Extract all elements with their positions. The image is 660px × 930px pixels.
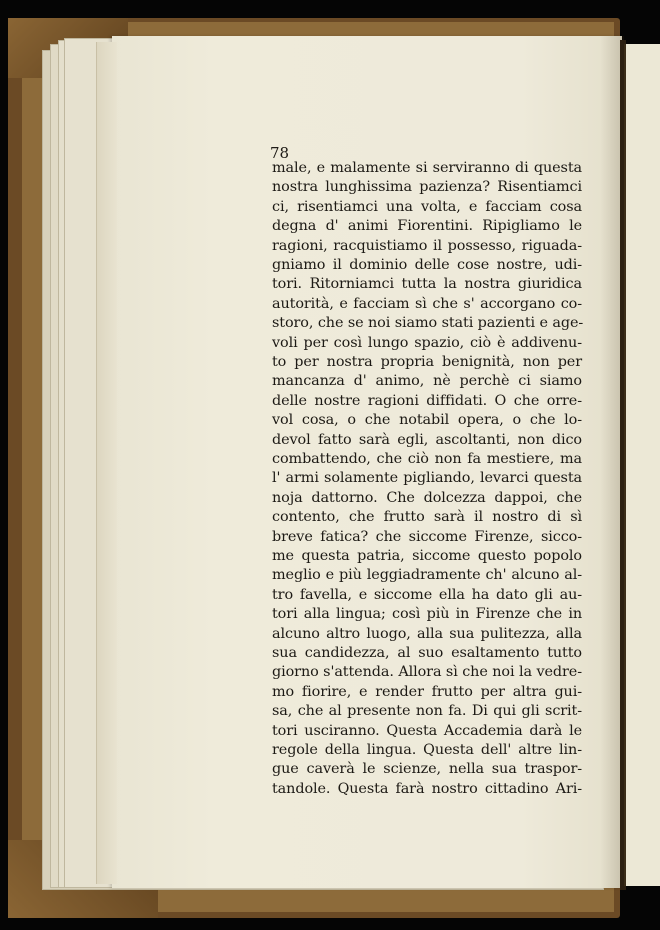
text-line: degna d' animi Fiorentini. Ripigliamo le <box>272 218 582 235</box>
text-line: gniamo il dominio delle cose nostre, udi- <box>272 257 582 273</box>
text-line: me questa patria, siccome questo popolo <box>272 548 582 564</box>
text-line: giorno s'attenda. Allora sì che noi la vedre- <box>272 664 582 681</box>
facing-page-edge <box>624 44 660 886</box>
text-line: autorità, e facciam sì che s' accorgano co- <box>272 295 582 312</box>
text-line: tori alla lingua; così più in Firenze che in <box>272 606 582 623</box>
text-line: male, e malamente si serviranno di questa <box>272 160 582 176</box>
text-line: to per nostra propria benignità, non per <box>272 354 582 370</box>
text-line: delle nostre ragioni diffidati. O che orre- <box>272 392 582 409</box>
text-line: l' armi solamente pigliando, levarci questa <box>272 470 582 487</box>
text-line: mancanza d' animo, nè perchè ci siamo <box>272 373 582 390</box>
text-line: storo, che se noi siamo stati pazienti e age- <box>272 315 584 332</box>
text-line: tandole. Questa farà nostro cittadino Ari- <box>272 780 582 797</box>
text-line: contento, che frutto sarà il nostro di sì <box>272 509 582 526</box>
page-number: 78 <box>270 144 290 162</box>
text-line: sua candidezza, al suo esaltamento tutto <box>272 645 582 661</box>
text-line: voli per così lungo spazio, ciò è addivenu- <box>272 334 582 351</box>
text-line: vol cosa, o che notabil opera, o che lo- <box>272 412 582 429</box>
text-line: ragioni, racquistiamo il possesso, riguada- <box>272 237 582 254</box>
text-line: noja dattorno. Che dolcezza dappoi, che <box>272 489 582 506</box>
text-line: meglio e più leggiadramente ch' alcuno al- <box>272 567 582 584</box>
text-line: devol fatto sarà egli, ascoltanti, non dico <box>272 431 582 448</box>
text-line: sa, che al presente non fa. Di qui gli scrit- <box>272 703 582 720</box>
text-line: nostra lunghissima pazienza? Risentiamci <box>272 179 582 196</box>
page-edge <box>96 42 117 884</box>
text-line: combattendo, che ciò non fa mestiere, ma <box>272 451 582 467</box>
text-line: ci, risentiamci una volta, e facciam cosa <box>272 198 582 215</box>
text-line: tori. Ritorniamci tutta la nostra giuridica <box>272 276 582 293</box>
text-line: mo fiorire, e render frutto per altra gui- <box>272 683 582 700</box>
text-line: regole della lingua. Questa dell' altre lin- <box>272 742 582 758</box>
text-line: gue caverà le scienze, nella sua traspor- <box>272 761 582 778</box>
text-line: alcuno altro luogo, alla sua pulitezza, alla <box>272 625 582 642</box>
text-line: tori usciranno. Questa Accademia darà le <box>272 722 582 739</box>
text-line: breve fatica? che siccome Firenze, sicco- <box>272 528 582 545</box>
text-line: tro favella, e siccome ella ha dato gli au- <box>272 586 582 603</box>
